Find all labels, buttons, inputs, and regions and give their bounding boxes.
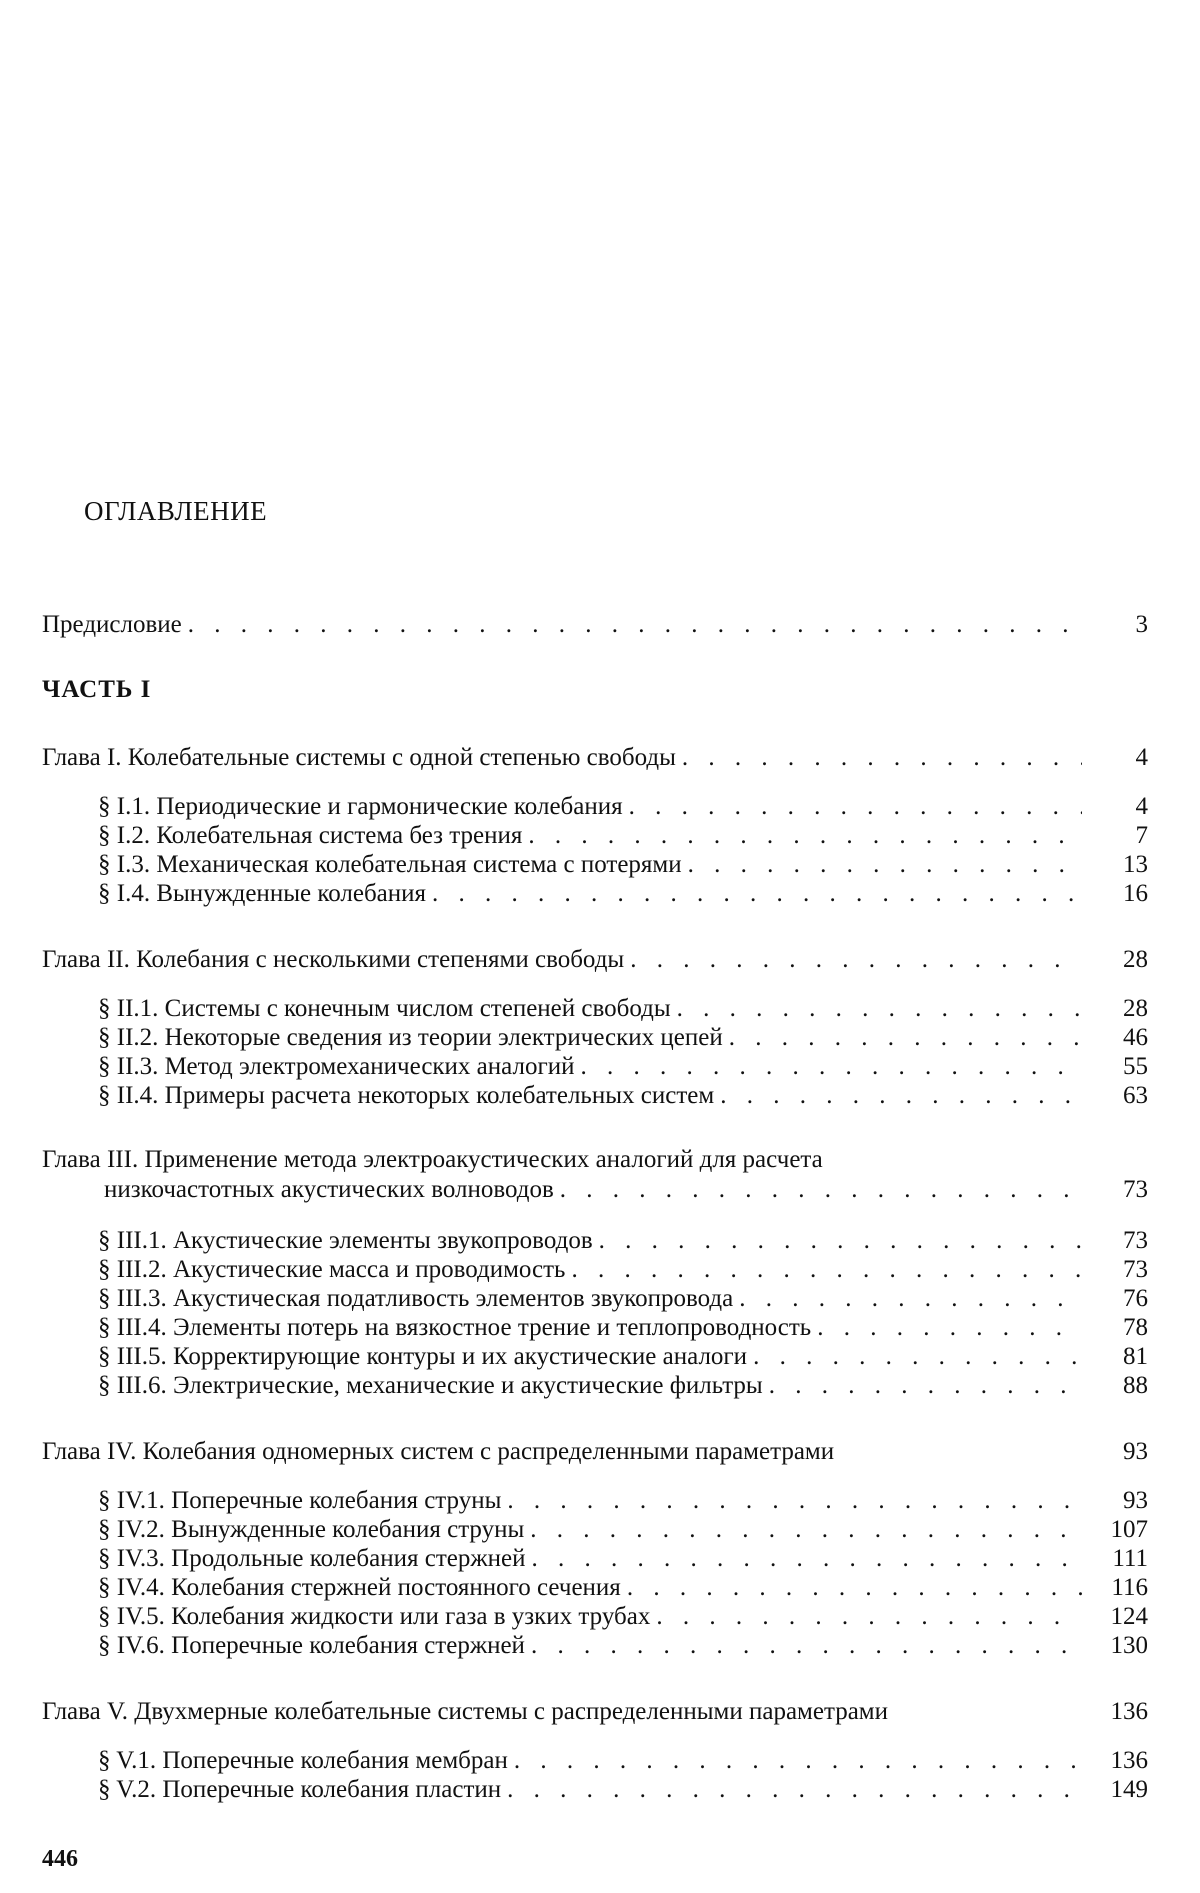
entry-title: Предисловие: [42, 611, 182, 638]
dot-leader: [747, 1342, 1082, 1372]
toc-chapter-3-line1: [42, 1145, 1062, 1175]
dot-leader: [182, 610, 1082, 640]
toc-section: [98, 1023, 1148, 1053]
section-page: 28: [1123, 995, 1148, 1022]
section-title: § III.6. Электрические, механические и акустические фильтры: [98, 1372, 763, 1399]
dot-leader: [624, 945, 1082, 975]
chapter-title: Глава IV. Колебания одномерных систем с распределенными параметрами: [42, 1438, 835, 1465]
toc-section: [98, 1544, 1148, 1574]
toc-section: [98, 850, 1148, 880]
section-page: 16: [1123, 880, 1148, 907]
dot-leader: [650, 1602, 1082, 1632]
section-title: § II.1. Системы с конечным числом степеней свободы: [98, 995, 671, 1022]
section-page: 13: [1123, 851, 1148, 878]
chapter-page: 93: [1123, 1438, 1148, 1465]
section-page: 116: [1111, 1574, 1148, 1601]
dot-leader: [508, 1746, 1082, 1776]
section-title: § III.4. Элементы потерь на вязкостное трение и теплопроводность: [98, 1314, 812, 1341]
dot-leader: [524, 1515, 1082, 1545]
chapter-title-line2: низкочастотных акустических волноводов: [104, 1176, 554, 1203]
toc-section: [98, 1342, 1148, 1372]
dot-leader: [501, 1486, 1082, 1516]
section-page: 78: [1123, 1314, 1148, 1341]
toc-section: [98, 1775, 1148, 1805]
toc-section: [98, 994, 1148, 1024]
chapter-title-line1: Глава III. Применение метода электроакустических аналогий для расчета: [42, 1146, 823, 1173]
chapter-page: 4: [1135, 744, 1148, 771]
dot-leader: [565, 1255, 1082, 1285]
dot-leader: [623, 792, 1082, 822]
toc-section: [98, 1515, 1148, 1545]
dot-leader: [733, 1284, 1082, 1314]
section-title: § III.1. Акустические элементы звукопроводов: [98, 1227, 593, 1254]
section-title: § I.3. Механическая колебательная система с потерями: [98, 851, 682, 878]
chapter-title: Глава I. Колебательные системы с одной степенью свободы: [42, 744, 676, 771]
toc-chapter-5: [42, 1697, 1148, 1727]
toc-chapter-2: [42, 945, 1148, 975]
section-page: 4: [1135, 793, 1148, 820]
dot-leader: [525, 1631, 1082, 1661]
section-page: 63: [1123, 1082, 1148, 1109]
dot-leader: [574, 1052, 1082, 1082]
section-title: § IV.6. Поперечные колебания стержней: [98, 1632, 525, 1659]
section-page: 130: [1110, 1632, 1148, 1659]
toc-section: [98, 1746, 1148, 1776]
dot-leader: [676, 743, 1082, 773]
toc-section: [98, 1371, 1148, 1401]
section-page: 107: [1110, 1516, 1148, 1543]
section-page: 73: [1123, 1256, 1148, 1283]
toc-section: [98, 1602, 1148, 1632]
section-title: § II.2. Некоторые сведения из теории электрических цепей: [98, 1024, 723, 1051]
section-title: § IV.2. Вынужденные колебания струны: [98, 1516, 525, 1543]
dot-leader: [682, 850, 1082, 880]
toc-section: [98, 1313, 1148, 1343]
dot-leader: [501, 1775, 1082, 1805]
section-title: § III.2. Акустические масса и проводимость: [98, 1256, 566, 1283]
dot-leader: [621, 1573, 1082, 1603]
section-page: 81: [1123, 1343, 1148, 1370]
toc-section: [98, 1226, 1148, 1256]
toc-chapter-1: [42, 743, 1148, 773]
dot-leader: [763, 1371, 1082, 1401]
entry-page: 3: [1135, 611, 1148, 638]
section-page: 111: [1112, 1545, 1148, 1572]
chapter-title: Глава II. Колебания с несколькими степенями свободы: [42, 946, 625, 973]
chapter-page: 73: [1123, 1176, 1148, 1203]
dot-leader: [593, 1226, 1082, 1256]
section-title: § IV.3. Продольные колебания стержней: [98, 1545, 526, 1572]
chapter-title: Глава V. Двухмерные колебательные системы с распределенными параметрами: [42, 1698, 888, 1725]
toc-section: [98, 879, 1148, 909]
toc-heading: ОГЛАВЛЕНИЕ: [84, 496, 268, 526]
chapter-page: 136: [1110, 1698, 1148, 1725]
toc-section: [98, 1631, 1148, 1661]
toc-chapter-4: [42, 1437, 1148, 1467]
section-page: 7: [1135, 822, 1148, 849]
dot-leader: [525, 1544, 1082, 1574]
section-page: 55: [1123, 1053, 1148, 1080]
dot-leader: [811, 1313, 1082, 1343]
section-title: § IV.1. Поперечные колебания струны: [98, 1487, 502, 1514]
section-title: § I.2. Колебательная система без трения: [98, 822, 523, 849]
section-title: § II.4. Примеры расчета некоторых колебательных систем: [98, 1082, 715, 1109]
section-title: § V.2. Поперечные колебания пластин: [98, 1776, 502, 1803]
dot-leader: [714, 1081, 1082, 1111]
part-heading: ЧАСТЬ I: [42, 676, 152, 703]
toc-section: [98, 1052, 1148, 1082]
toc-section: [98, 1486, 1148, 1516]
dot-leader: [723, 1023, 1082, 1053]
toc-section: [98, 821, 1148, 851]
toc-section: [98, 1255, 1148, 1285]
toc-section: [98, 1081, 1148, 1111]
section-page: 76: [1123, 1285, 1148, 1312]
toc-section: [98, 1284, 1148, 1314]
page-number: 446: [42, 1846, 78, 1872]
section-page: 88: [1123, 1372, 1148, 1399]
dot-leader: [522, 821, 1082, 851]
toc-section: [98, 1573, 1148, 1603]
toc-entry-preface: [42, 610, 1148, 640]
section-page: 93: [1123, 1487, 1148, 1514]
dot-leader: [671, 994, 1082, 1024]
section-page: 124: [1110, 1603, 1148, 1630]
section-page: 136: [1110, 1747, 1148, 1774]
dot-leader: [426, 879, 1082, 909]
chapter-page: 28: [1123, 946, 1148, 973]
dot-leader: [554, 1175, 1082, 1205]
section-title: § I.1. Периодические и гармонические колебания: [98, 793, 623, 820]
section-page: 46: [1123, 1024, 1148, 1051]
section-title: § I.4. Вынужденные колебания: [98, 880, 427, 907]
section-title: § II.3. Метод электромеханических аналогий: [98, 1053, 575, 1080]
toc-section: [98, 792, 1148, 822]
section-page: 73: [1123, 1227, 1148, 1254]
toc-chapter-3-line2: [104, 1175, 1148, 1205]
section-title: § III.5. Корректирующие контуры и их акустические аналоги: [98, 1343, 748, 1370]
section-page: 149: [1110, 1776, 1148, 1803]
section-title: § III.3. Акустическая податливость элементов звукопровода: [98, 1285, 734, 1312]
section-title: § IV.5. Колебания жидкости или газа в узких трубах: [98, 1603, 651, 1630]
section-title: § IV.4. Колебания стержней постоянного сечения: [98, 1574, 621, 1601]
section-title: § V.1. Поперечные колебания мембран: [98, 1747, 508, 1774]
